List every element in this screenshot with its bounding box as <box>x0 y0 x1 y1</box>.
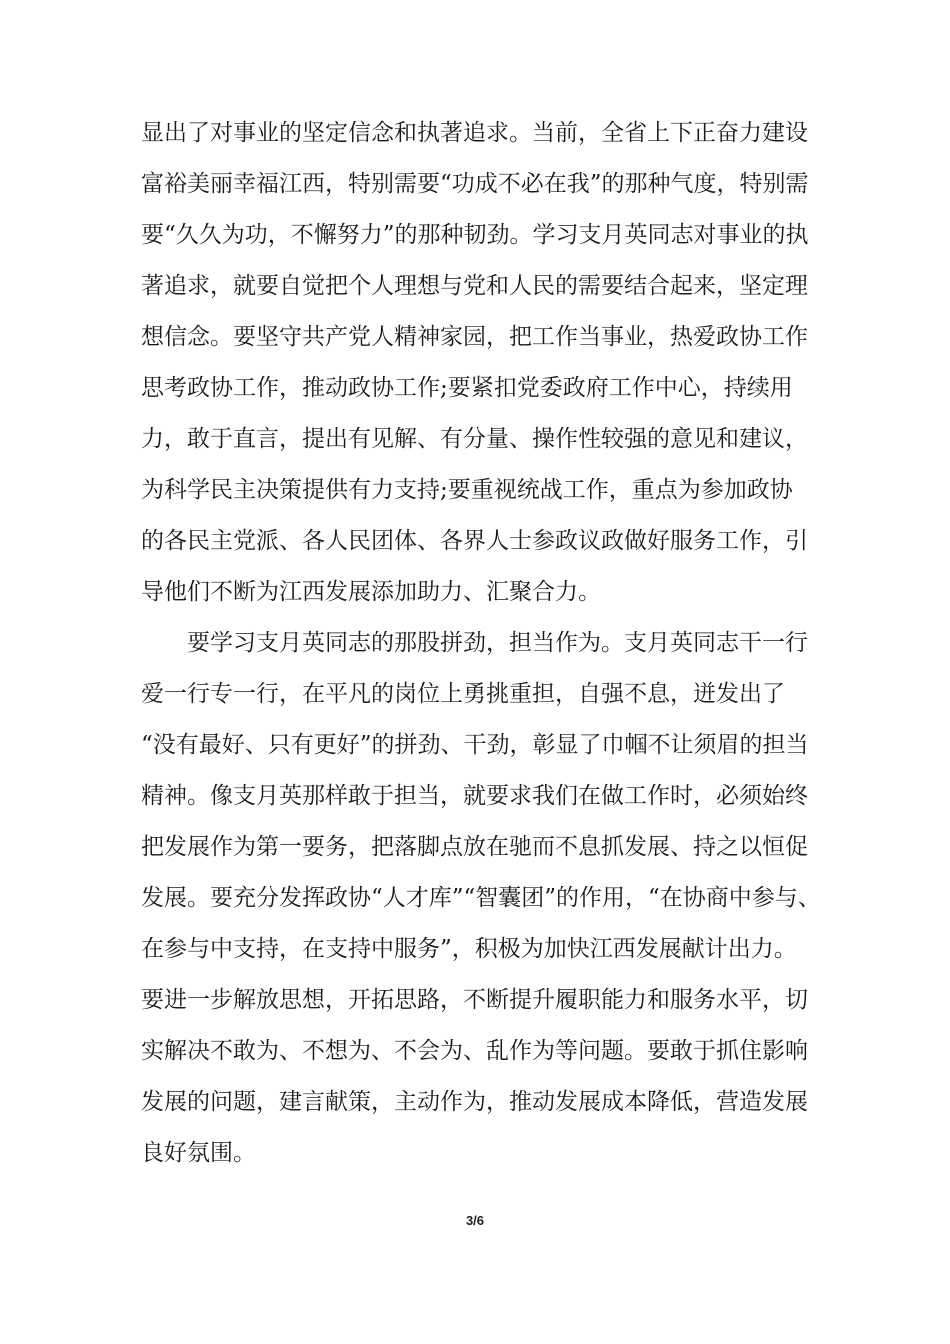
text-line: 发展的问题，建言献策，主动作为，推动发展成本降低，营造发展 <box>141 1089 808 1115</box>
text-line: 力，敢于直言，提出有见解、有分量、操作性较强的意见和建议， <box>141 426 808 452</box>
text-line: 要进一步解放思想，开拓思路，不断提升履职能力和服务水平，切 <box>141 987 808 1013</box>
text-line: 的各民主党派、各人民团体、各界人士参政议政做好服务工作，引 <box>141 528 808 554</box>
text-line: 著追求，就要自觉把个人理想与党和人民的需要结合起来，坚定理 <box>141 273 808 299</box>
text-line: 要学习支月英同志的那股拼劲，担当作为。支月英同志干一行 <box>141 630 808 656</box>
text-line: 导他们不断为江西发展添加助力、汇聚合力。 <box>141 579 601 605</box>
text-line: 实解决不敢为、不想为、不会为、乱作为等问题。要敢于抓住影响 <box>141 1038 808 1064</box>
text-line: 思考政协工作，推动政协工作;要紧扣党委政府工作中心，持续用 <box>141 375 793 401</box>
text-line: 显出了对事业的坚定信念和执著追求。当前，全省上下正奋力建设 <box>141 120 808 146</box>
text-line: 发展。要充分发挥政协“人才库”“智囊团”的作用，“在协商中参与、 <box>141 885 821 911</box>
text-line: 把发展作为第一要务，把落脚点放在驰而不息抓发展、持之以恒促 <box>141 834 808 860</box>
text-line: 在参与中支持，在支持中服务”，积极为加快江西发展献计出力。 <box>141 936 797 962</box>
text-line: 为科学民主决策提供有力支持;要重视统战工作，重点为参加政协 <box>141 477 793 503</box>
text-line: 爱一行专一行，在平凡的岗位上勇挑重担，自强不息，迸发出了 <box>141 681 785 707</box>
text-line: “没有最好、只有更好”的拼劲、干劲，彰显了巾帼不让须眉的担当 <box>141 732 809 758</box>
body-text <box>141 108 821 1179</box>
text-line: 要“久久为功，不懈努力”的那种韧劲。学习支月英同志对事业的执 <box>141 222 809 248</box>
text-line: 富裕美丽幸福江西，特别需要“功成不必在我”的那种气度，特别需 <box>141 171 809 197</box>
page-number: 3/6 <box>465 1213 485 1228</box>
text-line: 想信念。要坚守共产党人精神家园，把工作当事业，热爱政协工作 <box>141 324 808 350</box>
text-line: 精神。像支月英那样敢于担当，就要求我们在做工作时，必须始终 <box>141 783 808 809</box>
text-line: 良好氛围。 <box>141 1140 256 1166</box>
